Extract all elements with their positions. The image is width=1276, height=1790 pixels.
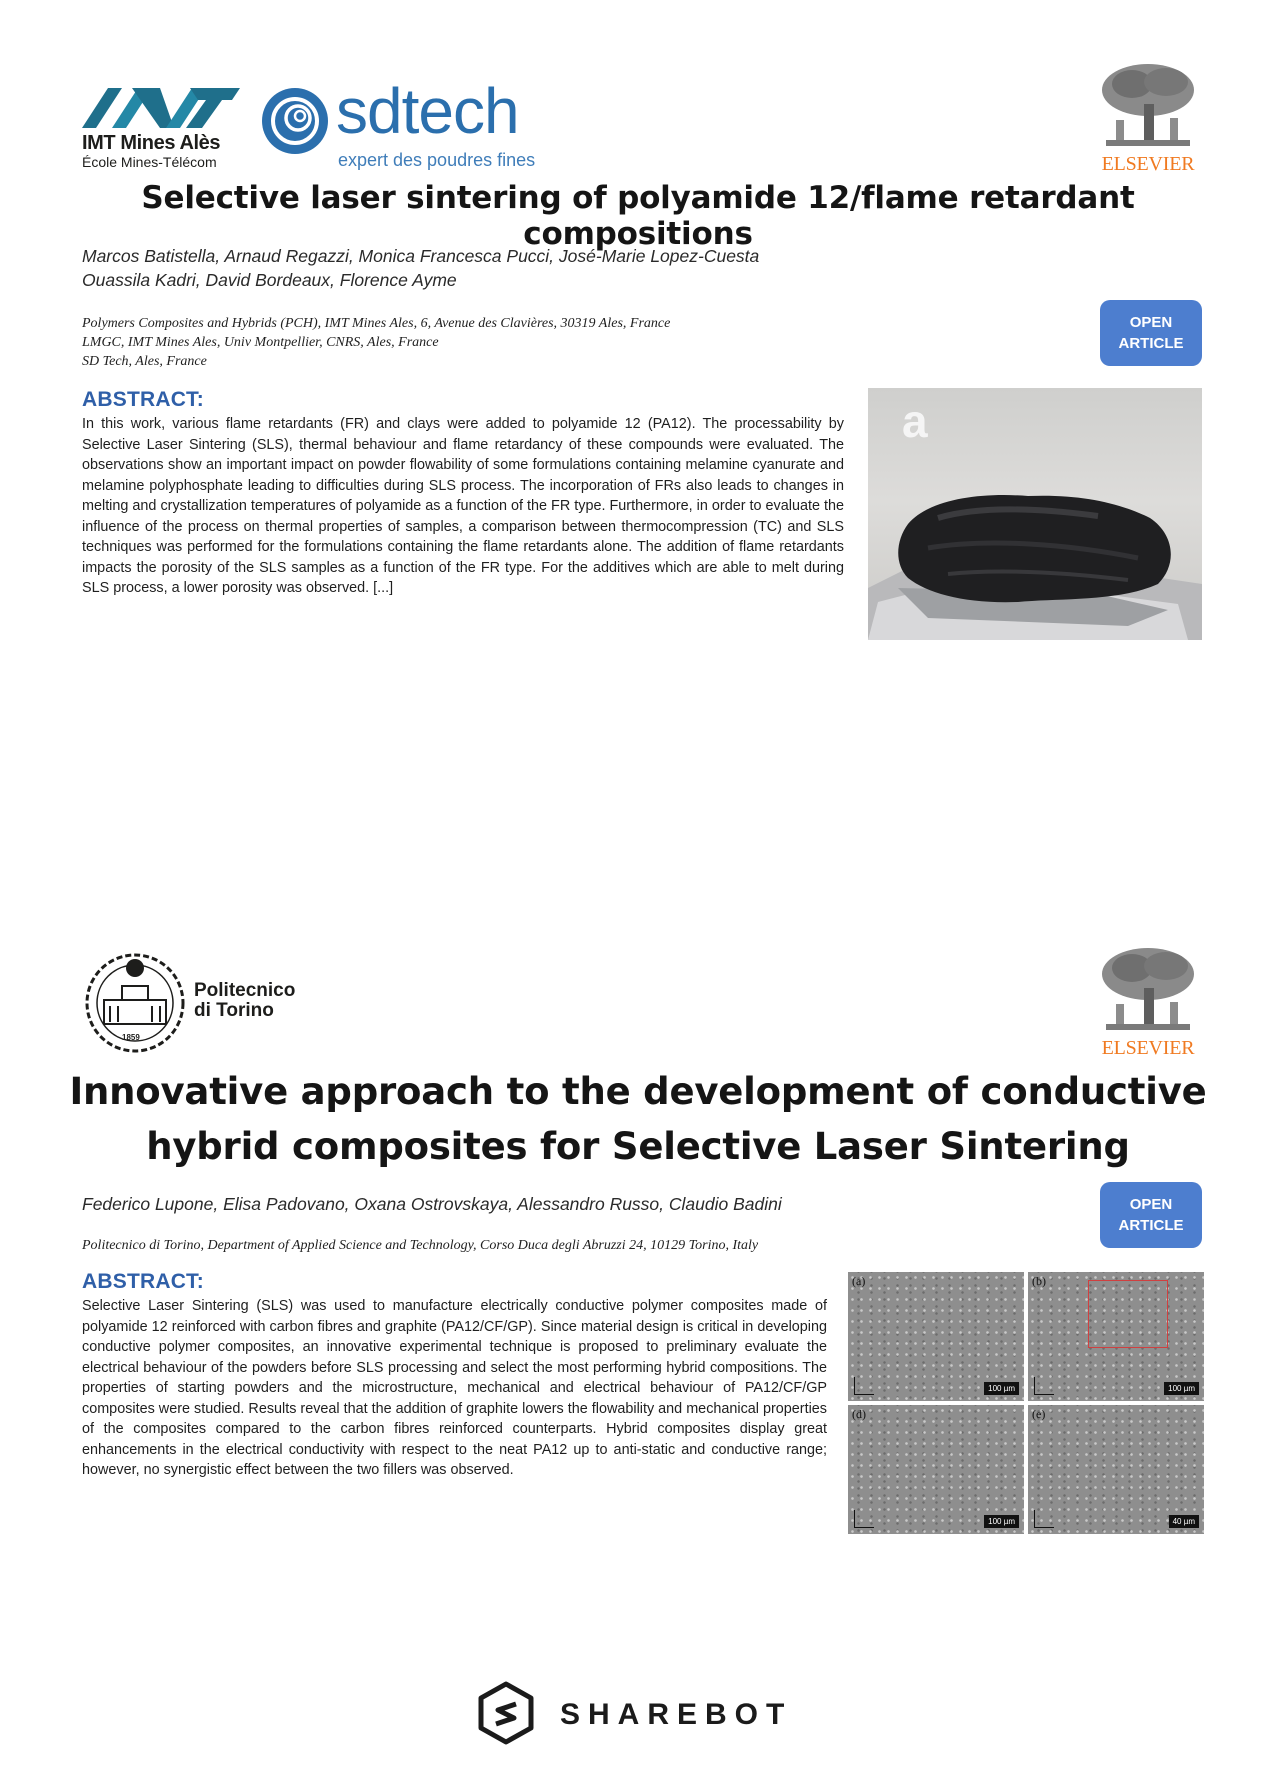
- panel-label: (a): [852, 1274, 866, 1288]
- article-1-abstract: In this work, various flame retardants (FR) and clays were added to polyamide 12 (PA12). The processability by Selective Laser Sintering (SLS), thermal behaviour and flame retardancy of these compounds were evaluated. The observations show an important impact on powder flowability of some formulations containing melamine cyanurate and melamine polyphosphate leading to difficulties during SLS process. The incorporation of FRs also leads to changes in melting and crystallization temperatures of polyamide as a function of the FR type. Furthermore, in order to evaluate the influence of the process on thermal properties of samples, a comparison between thermocompression (TC) and SLS techniques was performed for the formulations containing the flame retardants alone. The addition of flame retardants impacts the porosity of the SLS samples as a function of the FR type. For the additives which are able to melt during SLS process, a lower porosity was observed. [...]: [82, 416, 844, 596]
- politecnico-name-line-1: Politecnico: [194, 980, 296, 1001]
- figure-label-a: a: [902, 395, 928, 447]
- imt-logo-mark-icon: [82, 84, 242, 132]
- article-2-micrograph-figure: [848, 1272, 1204, 1534]
- article-1-authors-line-1: Marcos Batistella, Arnaud Regazzi, Monica Francesca Pucci, José-Marie Lopez-Cuesta: [82, 246, 760, 266]
- open-button-line-2: ARTICLE: [1118, 335, 1184, 352]
- sdtech-tagline: expert des poudres fines: [338, 150, 536, 170]
- axes-icon: [1034, 1510, 1054, 1528]
- article-1-authors-line-2: Ouassila Kadri, David Bordeaux, Florence Ayme: [82, 270, 457, 290]
- article-2-affiliation: Politecnico di Torino, Department of Applied Science and Technology, Corso Duca degli Abruzzi 24, 10129 Torino, Italy: [82, 1238, 759, 1253]
- imt-subtitle: École Mines-Télécom: [82, 154, 217, 170]
- politecnico-year: 1859: [122, 1033, 140, 1042]
- article-2-open-article-button[interactable]: [1100, 1182, 1202, 1248]
- article-1-affiliation-2: LMGC, IMT Mines Ales, Univ Montpellier, CNRS, Ales, France: [82, 335, 439, 350]
- open-button-line-2: ARTICLE: [1118, 1217, 1184, 1234]
- elsevier-logo: [1096, 60, 1200, 176]
- panel-label: (d): [852, 1407, 866, 1421]
- sdtech-name: sdtech: [336, 75, 519, 147]
- panel-label: (b): [1032, 1274, 1046, 1288]
- sharebot-hexagon-icon: [476, 1680, 536, 1746]
- scale-bar: 100 µm: [984, 1515, 1019, 1528]
- imt-mines-ales-logo: [82, 84, 242, 174]
- open-button-line-1: OPEN: [1129, 1196, 1173, 1213]
- scale-bar: 100 µm: [984, 1382, 1019, 1395]
- article-2-title-line-2: hybrid composites for Selective Laser Sintering: [146, 1125, 1130, 1168]
- elsevier-wordmark-2: ELSEVIER: [1101, 1037, 1195, 1059]
- axes-icon: [854, 1377, 874, 1395]
- sdtech-logo: [258, 75, 578, 174]
- politecnico-di-torino-logo: [82, 950, 322, 1060]
- imt-name: IMT Mines Alès: [82, 132, 221, 154]
- scale-bar: 40 µm: [1169, 1515, 1199, 1528]
- article-1-open-article-button[interactable]: [1100, 300, 1202, 366]
- article-2-title-line-1: Innovative approach to the development of conductive: [69, 1070, 1207, 1113]
- scale-bar: 100 µm: [1164, 1382, 1199, 1395]
- article-2-abstract-label: ABSTRACT:: [82, 1270, 204, 1293]
- article-2-authors: Federico Lupone, Elisa Padovano, Oxana Ostrovskaya, Alessandro Russo, Claudio Badini: [82, 1194, 782, 1214]
- article-1-affiliation-1: Polymers Composites and Hybrids (PCH), IMT Mines Ales, 6, Avenue des Clavières, 30319 Ales, France: [82, 316, 671, 331]
- micrograph-panel-b: [1028, 1272, 1204, 1401]
- panel-label: (e): [1032, 1407, 1046, 1421]
- elsevier-tree-icon: [1096, 60, 1200, 152]
- article-1-title: Selective laser sintering of polyamide 12/flame retardant compositions: [141, 180, 1135, 252]
- article-2-title: [40, 1064, 1236, 1174]
- micrograph-panel-d: [848, 1405, 1024, 1534]
- article-1-affiliation-3: SD Tech, Ales, France: [82, 354, 207, 369]
- article-2-abstract: Selective Laser Sintering (SLS) was used to manufacture electrically conductive polymer composites made of polyamide 12 reinforced with carbon fibres and graphite (PA12/CF/GP). Since material design is critical in developing conductive polymer composites, an innovative experimental technique is proposed to preliminary evaluate the electrical behaviour of the powders before SLS processing and select the most performing hybrid compositions. The properties of starting powders and the microstructure, mechanical and electrical behaviour of PA12/CF/GP composites were studied. Results reveal that the addition of graphite lowers the flowability and mechanical properties of the composites compared to the carbon fibres reinforced counterparts. Hybrid composites display great enhancements in the electrical conductivity with respect to the neat PA12 up to anti-static and conductive range; however, no synergistic effect between the two fillers was observed.: [82, 1298, 827, 1478]
- sharebot-logo: [476, 1680, 796, 1748]
- article-1-abstract-label: ABSTRACT:: [82, 388, 204, 411]
- article-1-sample-photo: [868, 388, 1202, 640]
- elsevier-wordmark: ELSEVIER: [1101, 153, 1195, 175]
- open-button-line-1: OPEN: [1129, 314, 1173, 331]
- micrograph-panel-a: [848, 1272, 1024, 1401]
- sharebot-wordmark: SHAREBOT: [560, 1698, 793, 1731]
- article-1-affiliations: [82, 314, 670, 371]
- politecnico-name-line-2: di Torino: [194, 1000, 274, 1021]
- micrograph-panel-e: [1028, 1405, 1204, 1534]
- region-of-interest-box: [1088, 1280, 1168, 1348]
- axes-icon: [854, 1510, 874, 1528]
- article-1-authors: [82, 244, 759, 292]
- elsevier-tree-icon: [1096, 944, 1200, 1036]
- sdtech-spiral-icon: [258, 84, 332, 158]
- elsevier-logo-2: [1096, 944, 1200, 1060]
- axes-icon: [1034, 1377, 1054, 1395]
